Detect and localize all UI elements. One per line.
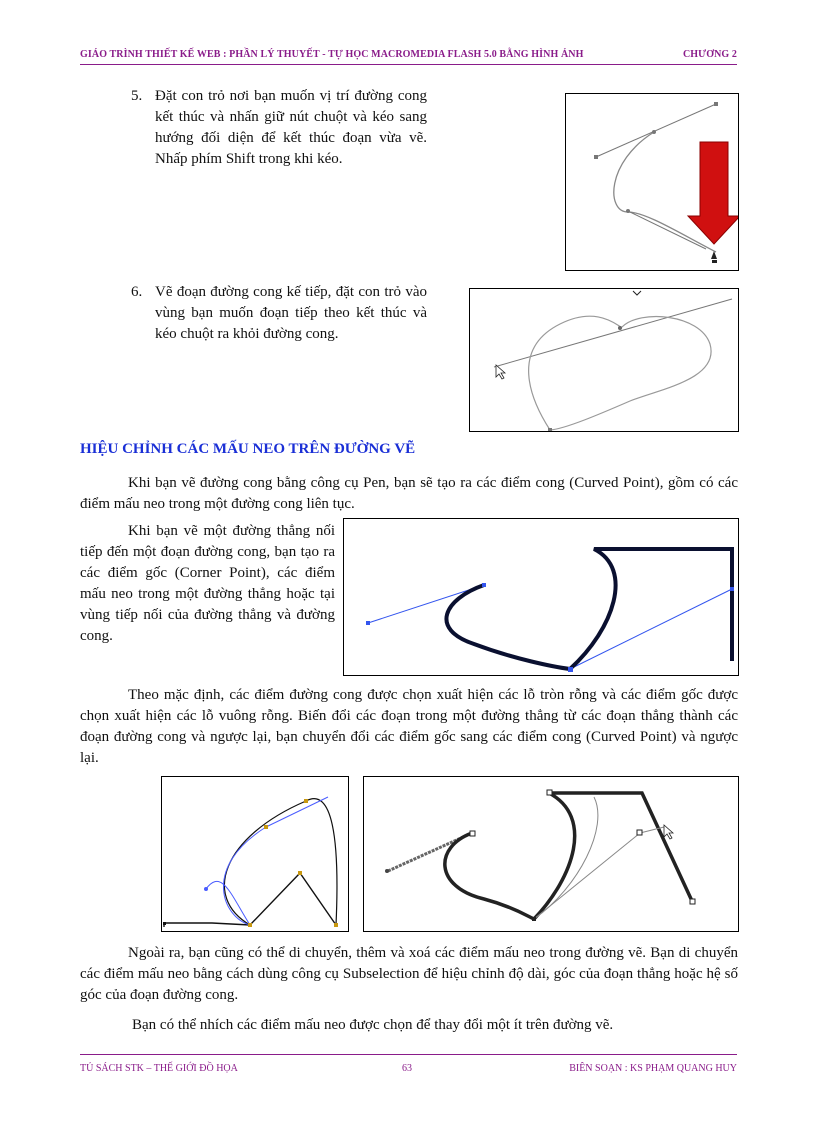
paragraph-corner-point: Khi bạn vẽ một đường thẳng nối tiếp đến một đoạn đường cong, bạn tạo ra các điểm gốc (Corner Point), các điểm mấu neo trong một đường thẳng hoặc tại vùng tiếp nối của đường thẳng và đường cong. xyxy=(80,523,335,644)
anchor-handle xyxy=(714,102,718,106)
paragraph-default-points: Theo mặc định, các điểm đường cong được chọn xuất hiện các lỗ tròn rỗng và các điểm gốc được chọn xuất hiện các lỗ vuông rỗng. Biến đổi các đoạn trong một đường thẳng từ các đoạn thẳng thành các đoạn đường cong và ngược lại, bạn chuyển đổi các điểm gốc sang các điểm cong (Curved Point) và ngược lại. xyxy=(80,687,738,766)
paragraph-move-anchors: Ngoài ra, bạn cũng có thể di chuyển, thêm và xoá các điểm mấu neo trong đường vẽ. Bạn di chuyển các điểm mấu neo bằng cách dùng công cụ Subselection để hiệu chỉnh độ dài, góc của đoạn thẳng hoặc hệ số góc của đoạn đường cong. xyxy=(80,945,738,1003)
header-rule xyxy=(80,64,737,65)
step-number: 6. xyxy=(131,284,143,300)
footer-rule xyxy=(80,1054,737,1055)
figure-next-curve-svg xyxy=(470,289,738,431)
figure-curve-drag-shift xyxy=(565,93,739,271)
text-cursor-icon xyxy=(633,291,641,295)
figure-corner-point-svg xyxy=(344,519,738,675)
anchor-handle xyxy=(594,155,598,159)
figure-convert-right-svg xyxy=(364,777,738,931)
footer-left: TỦ SÁCH STK – THẾ GIỚI ĐỒ HỌA xyxy=(80,1063,238,1074)
step-text: Đặt con trỏ nơi bạn muốn vị trí đường cong kết thúc và nhấn giữ nút chuột và kéo sang hướng đối diện để kết thúc đoạn vừa vẽ. Nhấp phím Shift trong khi kéo. xyxy=(155,88,427,167)
figure-next-curve xyxy=(469,288,739,432)
figure-convert-left xyxy=(161,776,349,932)
arrow-cursor-icon xyxy=(496,365,505,379)
step-text: Vẽ đoạn đường cong kế tiếp, đặt con trỏ vào vùng bạn muốn đoạn tiếp theo kết thúc và kéo chuột ra khỏi đường cong. xyxy=(155,284,427,342)
header-chapter: CHƯƠNG 2 xyxy=(682,49,737,60)
page-number: 63 xyxy=(402,1063,412,1074)
figure-convert-right xyxy=(363,776,739,932)
header-title: GIÁO TRÌNH THIẾT KẾ WEB : PHẦN LÝ THUYẾT - TỰ HỌC MACROMEDIA FLASH 5.0 BẰNG HÌNH ẢNH xyxy=(80,49,584,60)
paragraph-nudge-anchors: Bạn có thể nhích các điểm mấu neo được chọn để thay đổi một ít trên đường vẽ. xyxy=(132,1017,614,1033)
step-number: 5. xyxy=(131,88,143,104)
paragraph-curved-point: Khi bạn vẽ đường cong bằng công cụ Pen, bạn sẽ tạo ra các điểm cong (Curved Point), gồm có các điểm mấu neo trong một đường cong liên tục. xyxy=(80,475,738,512)
figure-curve-drag-shift-svg xyxy=(566,94,738,270)
page-header xyxy=(80,49,737,60)
arrow-cursor-icon xyxy=(664,825,673,839)
red-down-arrow-icon xyxy=(688,142,738,244)
figure-convert-left-svg xyxy=(162,777,348,931)
pen-cursor-icon xyxy=(711,251,717,263)
section-heading: HIỆU CHỈNH CÁC MẤU NEO TRÊN ĐƯỜNG VẼ xyxy=(80,441,416,457)
footer-right: BIÊN SOẠN : KS PHẠM QUANG HUY xyxy=(569,1063,737,1074)
figure-corner-point xyxy=(343,518,739,676)
